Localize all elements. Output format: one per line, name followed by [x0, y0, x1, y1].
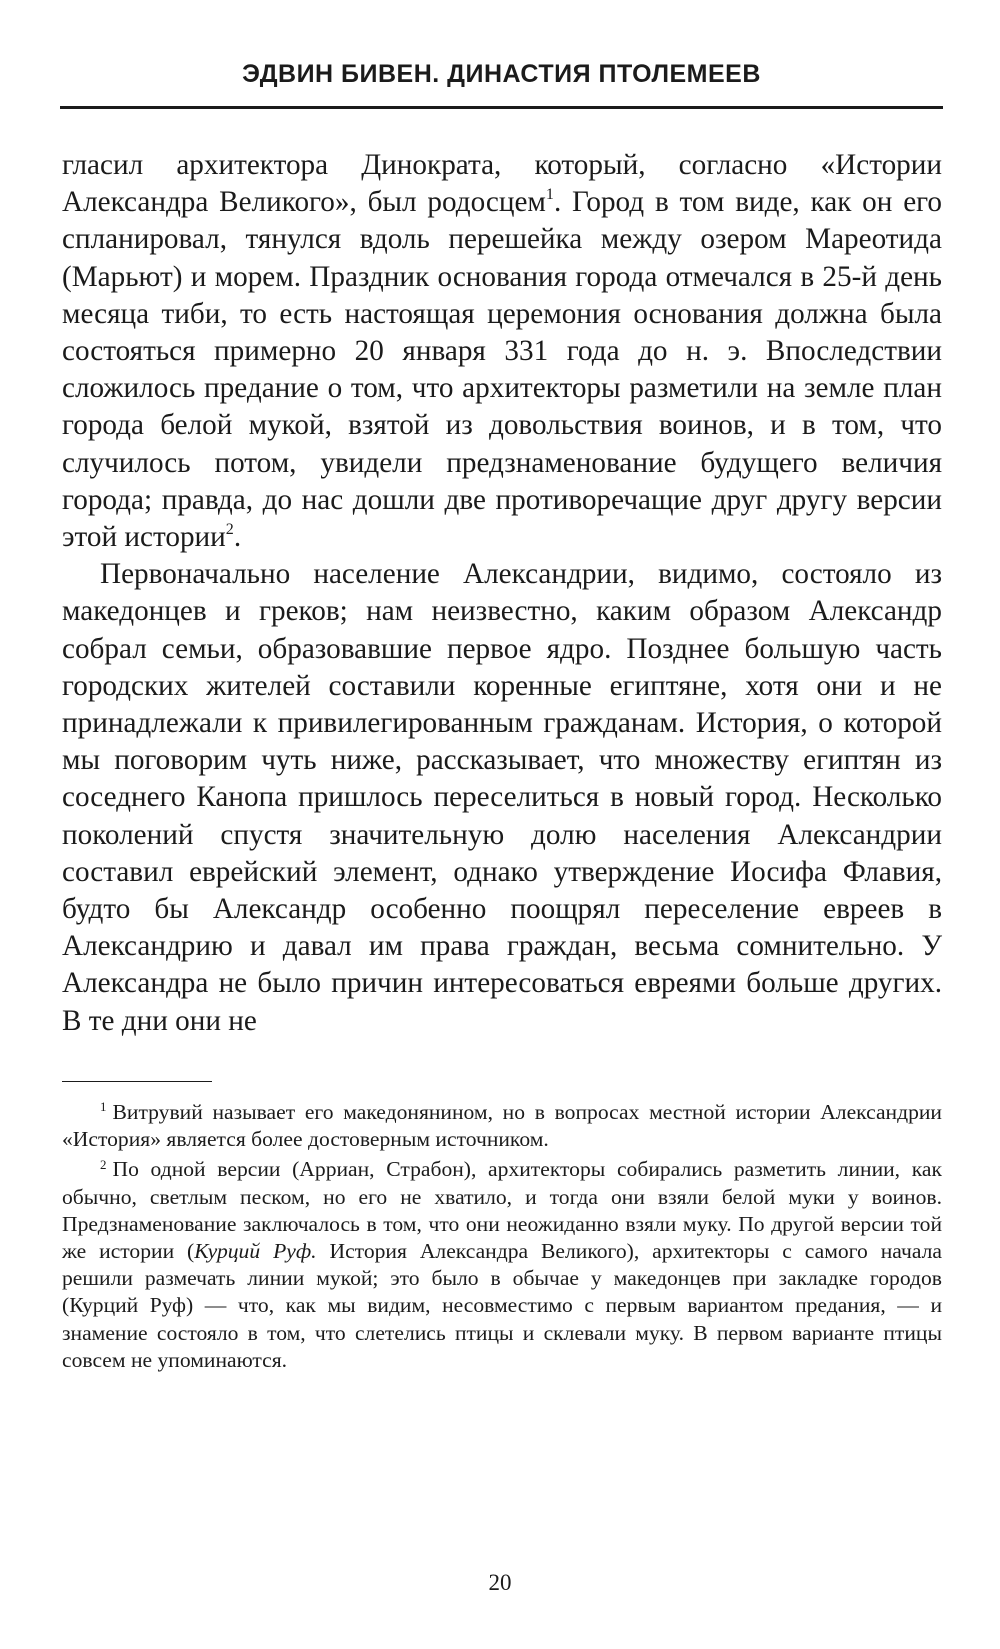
page-number: 20 [488, 1570, 512, 1595]
footnote-1-mark: 1 [100, 1099, 107, 1115]
header-rule [60, 106, 943, 109]
paragraph-1-text-c: . [233, 521, 242, 554]
body-paragraph-1 [62, 147, 942, 556]
footnote-2-text-b: История Александра Великого), архитекторы с самого начала решили размечать линии мукой; это было в обычае у македонцев при закладке городов (Курций Руф) — что, как мы видим, несовместимо с первым вариантом предания, — и знамение состояло в том, что слетелись птицы и склевали муку. В первом варианте птицы совсем не упоминаются. [62, 1239, 942, 1372]
paragraph-1-text-a: гласил архитектора Динократа, который, согласно «Истории Александра Великого», был родосцем [62, 149, 942, 219]
footnote-1 [62, 1099, 942, 1153]
footnote-1-text: Витрувий называет его македонянином, но в вопросах местной истории Александрии «История» является более достоверным источником. [62, 1100, 942, 1152]
running-header: ЭДВИН БИВЕН. ДИНАСТИЯ ПТОЛЕМЕЕВ [242, 60, 761, 88]
footnotes [62, 1099, 942, 1374]
footnote-separator [62, 1081, 212, 1082]
footnote-2 [62, 1156, 942, 1374]
footnote-ref-2: 2 [225, 521, 234, 538]
footnote-2-mark: 2 [100, 1156, 107, 1172]
body-paragraph-2: Первоначально население Александрии, видимо, состояло из македонцев и греков; нам неизвестно, каким образом Александр собрал семьи, образовавшие первое ядро. Позднее большую часть городских жителей составили коренные египтяне, хотя они и не принадлежали к привилегированным гражданам. История, о которой мы поговорим чуть ниже, рассказывает, что множеству египтян из соседнего Канопа пришлось переселиться в новый город. Несколько поколений спустя значительную долю населения Александрии составил еврейский элемент, однако утверждение Иосифа Флавия, будто бы Александр особенно поощрял переселение евреев в Александрию и давал им права граждан, весьма сомнительно. У Александра не было причин интересоваться евреями больше других. В те дни они не [62, 558, 942, 1037]
footnote-2-text-a: По одной версии (Арриан, Страбон), архитекторы собирались разметить линии, как обычно, светлым песком, но его не хватило, и тогда они взяли белой муки у воинов. Предзнаменование заключалось в том, что они неожиданно взяли муку. По другой версии той же истории ( [62, 1157, 942, 1264]
footnote-ref-1: 1 [545, 186, 554, 204]
footnote-2-author: Курций Руф. [194, 1239, 317, 1264]
paragraph-1-text-b: . Город в том виде, как он его спланировал, тянулся вдоль перешейка между озером Мареотида (Марьют) и морем. Праздник основания города отмечался в 25-й день месяца тиби, то есть настоящая церемония основания должна была состояться примерно 20 января 331 года до н. э. Впоследствии сложилось предание о том, что архитекторы разметили на земле план города белой мукой, взятой из довольствия воинов, и в том, что случилось потом, увидели предзнаменование будущего величия города; правда, до нас дошли две противоречащие друг другу версии этой истории [62, 186, 942, 554]
main-text [62, 147, 942, 1040]
